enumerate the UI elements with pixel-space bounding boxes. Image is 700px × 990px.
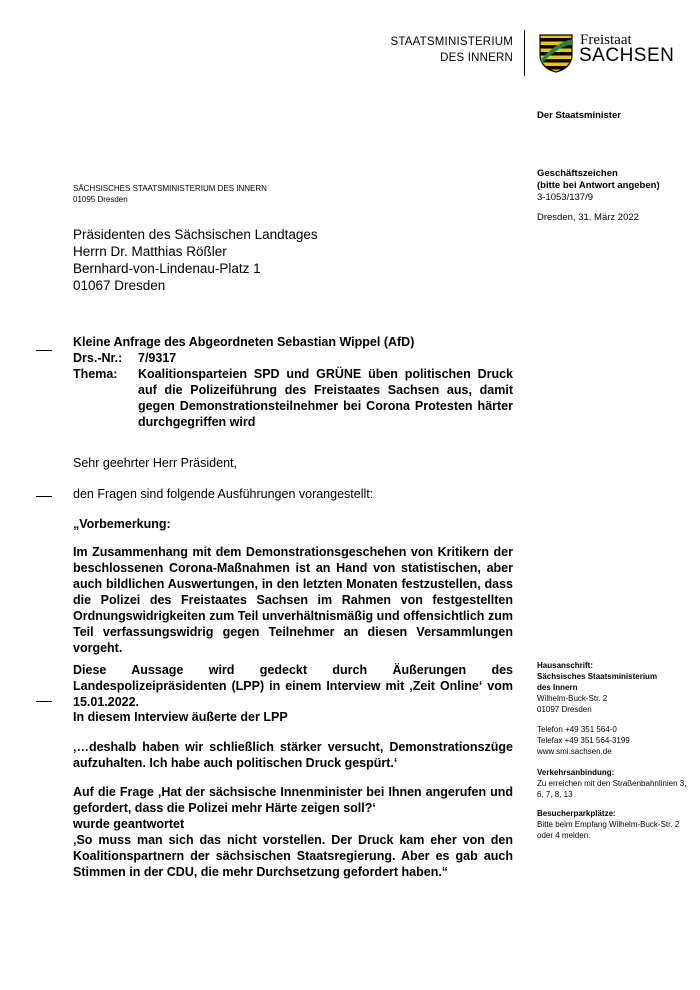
minister-label: Der Staatsminister bbox=[537, 110, 621, 121]
paragraph-1: Im Zusammenhang mit dem Demonstrationsgeschehen von Kritikern der beschlossenen Corona-Maßnahmen ist an Hand von statistischen, aber auch bildlichen Auswertungen, in den letzten Monaten festzustellen, dass die Polizei des Freistaates Sachsen im Rahmen von festgestellten Ordnungswidrigkeiten zum Teil unverhältnismäßig und offensichtlich zum Teil verfassungswidrig gegen Teilnehmer an diesen Versammlungen vorgeht. bbox=[73, 545, 513, 655]
thema-text: Koalitionsparteien SPD und GRÜNE üben politischen Druck auf die Polizeiführung des Freistaates Sachsen aus, damit gegen Demonstrationsteilnehmer bei Corona Protesten härter durchgegriffen wird bbox=[138, 367, 513, 429]
recipient-line4: 01067 Dresden bbox=[73, 278, 166, 293]
parking-heading: Besucherparkplätze: bbox=[537, 809, 616, 818]
punch-mark bbox=[36, 496, 52, 497]
fold-mark-bottom bbox=[36, 701, 52, 702]
address-line1: Sächsisches Staatsministerium bbox=[537, 672, 658, 681]
recipient-line1: Präsidenten des Sächsischen Landtages bbox=[73, 227, 318, 242]
address-line2: des Innern bbox=[537, 683, 578, 692]
recipient-line2: Herrn Dr. Matthias Rößler bbox=[73, 244, 227, 259]
sidebar-address bbox=[537, 660, 687, 715]
reference-label-line2: (bitte bei Antwort angeben) bbox=[537, 180, 660, 191]
sender-line1: SÄCHSISCHES STAATSMINISTERIUM DES INNERN bbox=[73, 184, 267, 193]
logo-sachsen: SACHSEN bbox=[579, 45, 675, 66]
ministry-name-line2: DES INNERN bbox=[440, 52, 513, 64]
paragraph-3: In diesem Interview äußerte der LPP bbox=[73, 710, 288, 724]
sidebar-contact bbox=[537, 724, 687, 757]
address-line4: 01097 Dresden bbox=[537, 705, 592, 714]
answer-intro: wurde geantwortet bbox=[73, 817, 185, 831]
vorbemerkung-heading: „Vorbemerkung: bbox=[73, 517, 171, 531]
drs-label: Drs.-Nr.: bbox=[73, 351, 123, 365]
saxony-coat-of-arms-icon bbox=[538, 33, 574, 73]
paragraph-2: Diese Aussage wird gedeckt durch Äußerungen des Landespolizeipräsidenten (LPP) in einem Interview mit ‚Zeit Online‘ vom 15.01.2022. bbox=[73, 663, 513, 709]
logo-freistaat: Freistaat bbox=[580, 32, 632, 48]
fax-number: Telefax +49 351 564-3199 bbox=[537, 736, 630, 745]
subject-title: Kleine Anfrage des Abgeordneten Sebastian Wippel (AfD) bbox=[73, 335, 415, 349]
address-line3: Wilhelm-Buck-Str. 2 bbox=[537, 694, 608, 703]
recipient-line3: Bernhard-von-Lindenau-Platz 1 bbox=[73, 261, 261, 276]
header-divider bbox=[524, 30, 525, 76]
sidebar-transport bbox=[537, 767, 687, 800]
subject-table bbox=[73, 350, 513, 430]
intro-text: den Fragen sind folgende Ausführungen vorangestellt: bbox=[73, 487, 374, 501]
thema-label: Thema: bbox=[73, 367, 118, 381]
ministry-name-line1: STAATSMINISTERIUM bbox=[390, 36, 513, 48]
salutation: Sehr geehrter Herr Präsident, bbox=[73, 456, 237, 470]
reference-label-line1: Geschäftszeichen bbox=[537, 168, 618, 179]
transport-heading: Verkehrsanbindung: bbox=[537, 768, 615, 777]
fold-mark-top bbox=[36, 350, 52, 351]
sender-address bbox=[73, 183, 267, 205]
website: www.smi.sachsen.de bbox=[537, 747, 612, 756]
quote-1: ‚…deshalb haben wir schließlich stärker versucht, Demonstrationszüge aufzuhalten. Ich habe auch politischen Druck gespürt.‘ bbox=[73, 740, 513, 770]
question-text: Auf die Frage ‚Hat der sächsische Innenminister bei Ihnen angerufen und gefordert, dass die Polizei mehr Härte zeigen soll?‘ bbox=[73, 785, 513, 815]
phone-number: Telefon +49 351 564-0 bbox=[537, 725, 617, 734]
quote-2: ‚So muss man sich das nicht vorstellen. Der Druck kam eher von den Koalitionspartnern der sächsischen Staatsregierung. Aber es gab auch Stimmen in der CDU, die mehr Durchsetzung gefordert haben.“ bbox=[73, 833, 513, 879]
ministry-name bbox=[391, 34, 513, 66]
transport-text: Zu erreichen mit den Straßenbahnlinien 3, 6, 7, 8, 13 bbox=[537, 779, 687, 799]
sidebar-parking bbox=[537, 808, 687, 841]
parking-text: Bitte beim Empfang Wilhelm-Buck-Str. 2 oder 4 melden. bbox=[537, 820, 680, 840]
letter-date: Dresden, 31. März 2022 bbox=[537, 212, 639, 223]
address-heading: Hausanschrift: bbox=[537, 661, 594, 670]
drs-value: 7/9317 bbox=[138, 351, 177, 365]
recipient-address bbox=[73, 226, 318, 294]
reference-number: 3-1053/137/9 bbox=[537, 192, 593, 203]
sender-line2: 01095 Dresden bbox=[73, 195, 128, 204]
